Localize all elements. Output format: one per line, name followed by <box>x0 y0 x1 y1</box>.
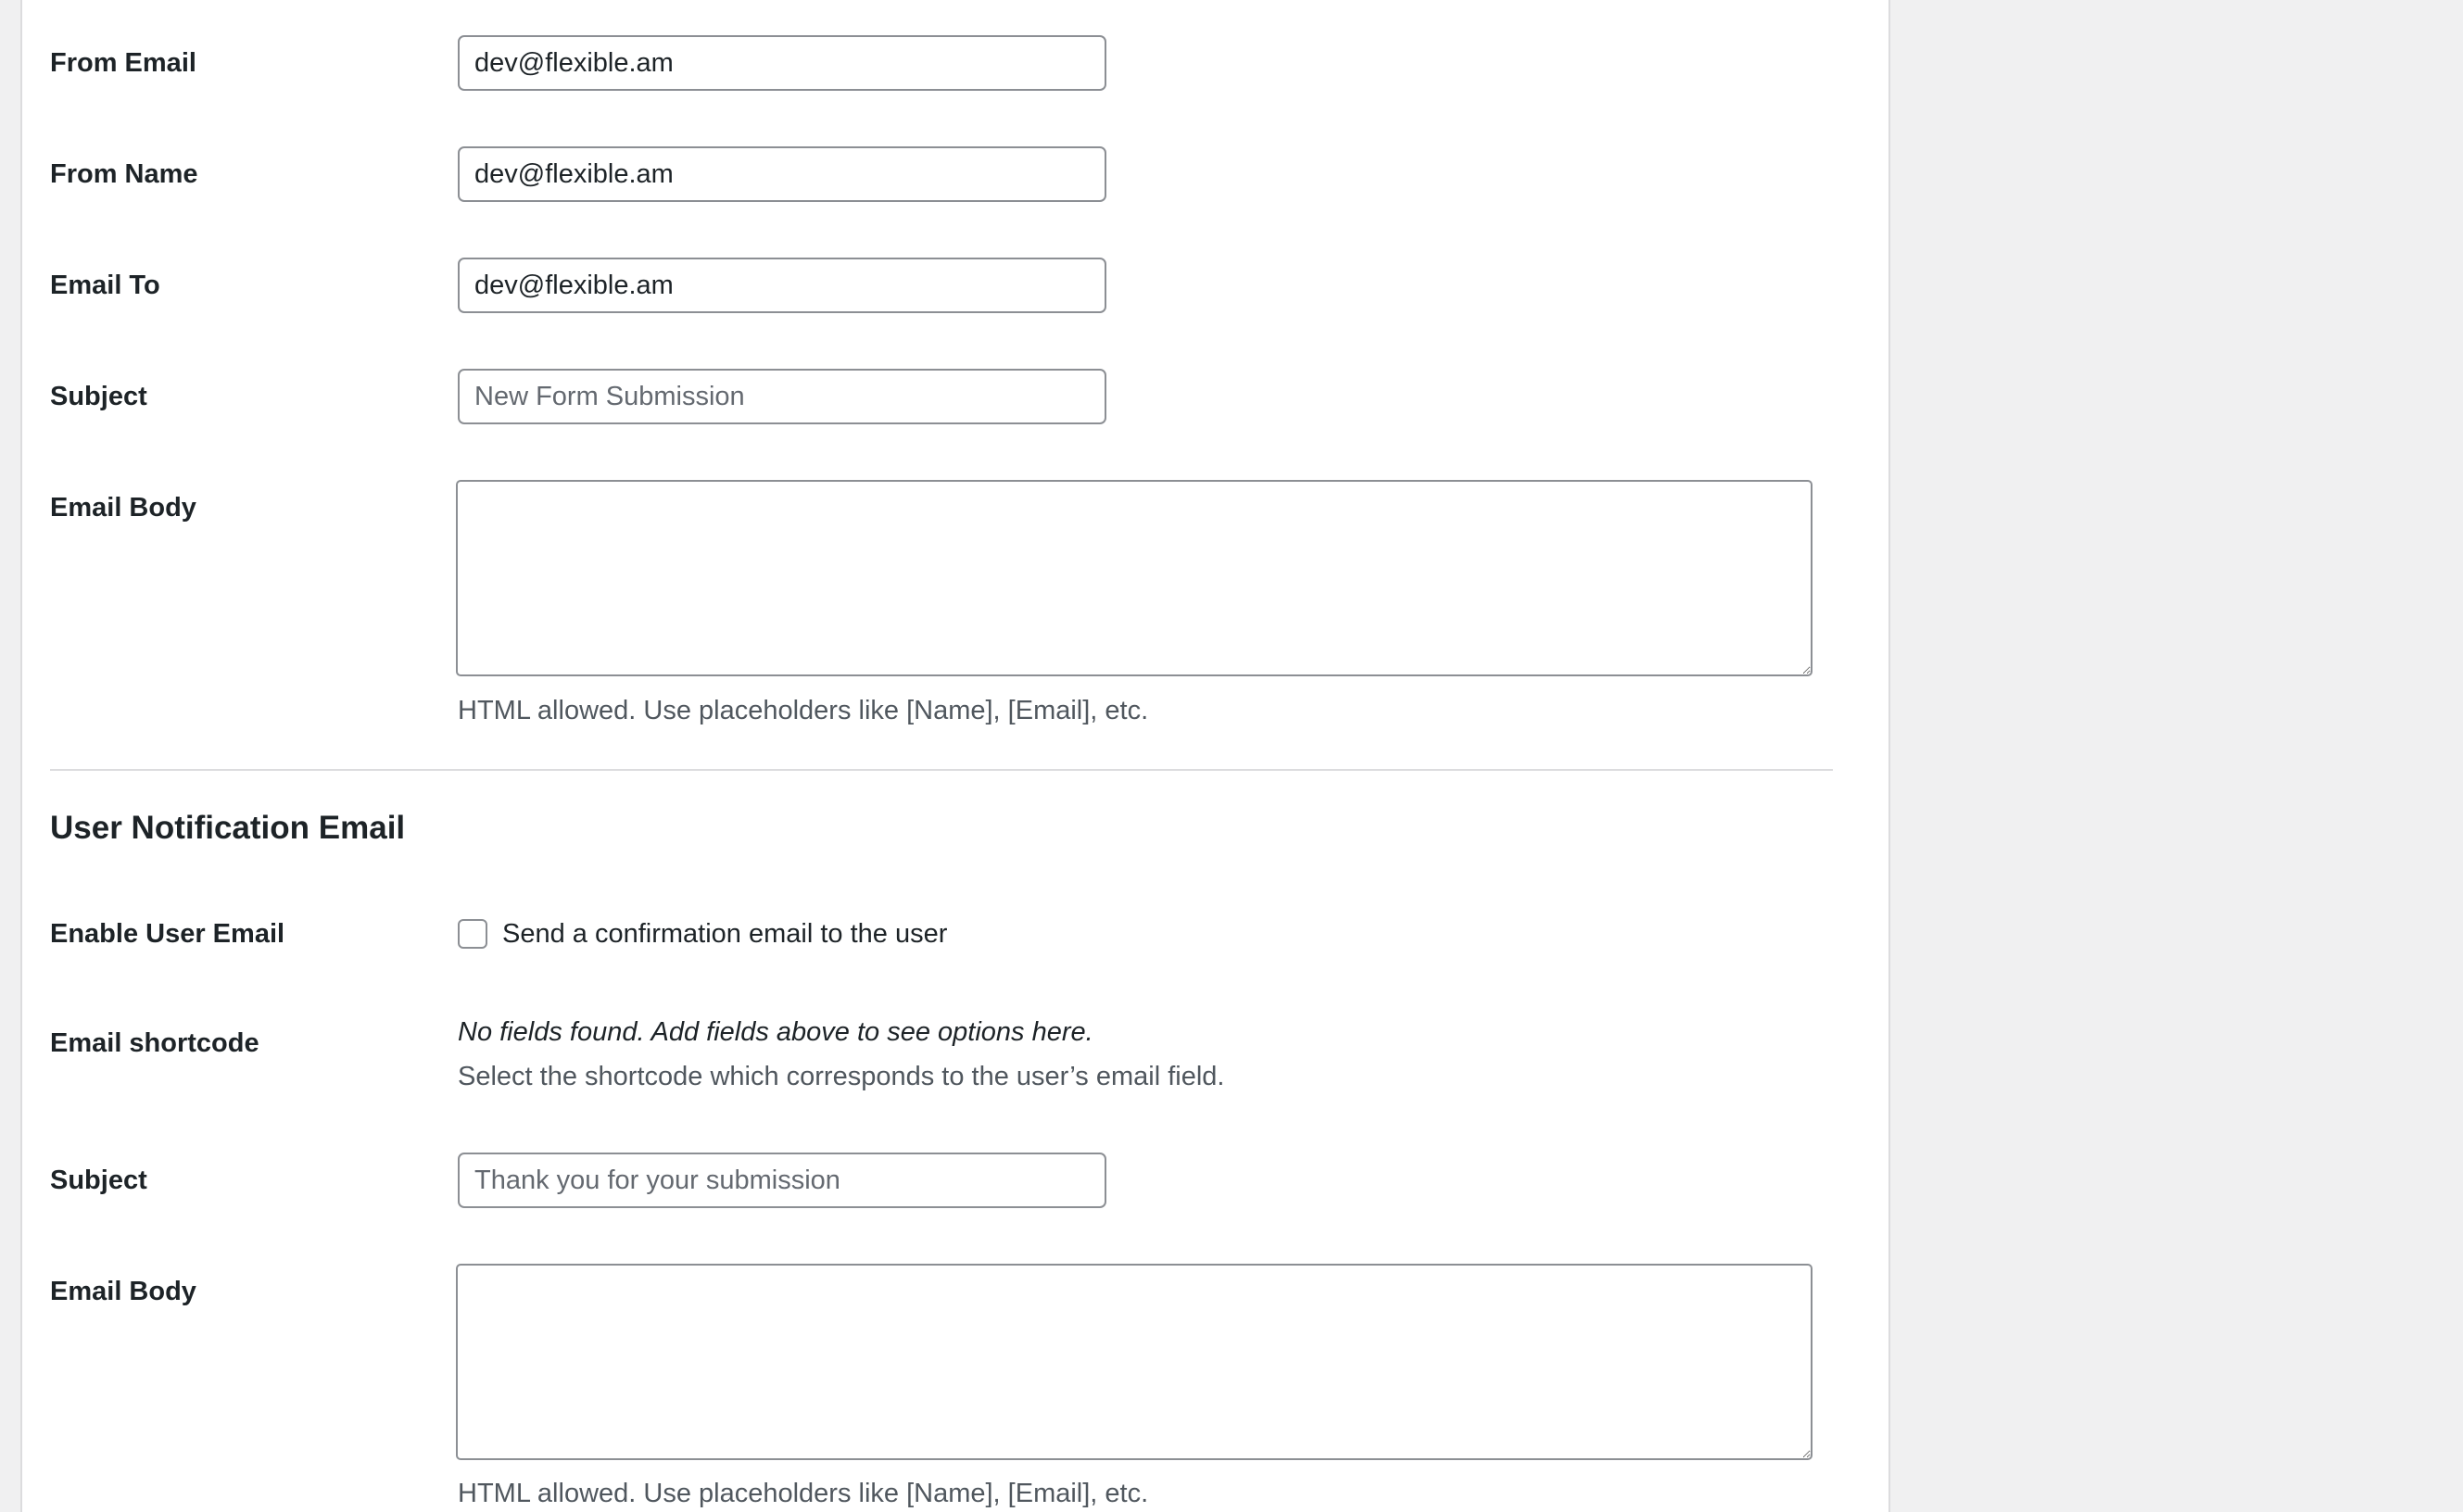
from-email-label: From Email <box>50 48 196 78</box>
from-name-input[interactable] <box>458 146 1106 202</box>
admin-subject-label: Subject <box>50 382 147 411</box>
user-email-body-hint: HTML allowed. Use placeholders like [Name], [Email], etc. <box>458 1479 1149 1508</box>
admin-email-body-textarea[interactable] <box>456 480 1813 676</box>
email-to-input[interactable] <box>458 258 1106 313</box>
enable-user-email-label: Enable User Email <box>50 919 285 949</box>
settings-panel <box>20 0 1890 1512</box>
enable-user-email-checkbox[interactable] <box>458 919 487 949</box>
admin-subject-input[interactable] <box>458 369 1106 424</box>
user-email-body-label: Email Body <box>50 1277 196 1306</box>
email-to-label: Email To <box>50 271 160 300</box>
from-email-input[interactable] <box>458 35 1106 91</box>
admin-email-body-hint: HTML allowed. Use placeholders like [Name], [Email], etc. <box>458 696 1149 725</box>
admin-email-body-label: Email Body <box>50 493 196 523</box>
email-shortcode-label: Email shortcode <box>50 1028 259 1058</box>
shortcode-empty-note: No fields found. Add fields above to see options here. <box>458 1017 1093 1047</box>
user-subject-label: Subject <box>50 1166 147 1195</box>
user-subject-input[interactable] <box>458 1153 1106 1208</box>
section-divider <box>50 769 1833 771</box>
user-email-body-textarea[interactable] <box>456 1264 1813 1460</box>
user-notification-section-title: User Notification Email <box>50 810 406 846</box>
from-name-label: From Name <box>50 159 198 189</box>
enable-user-email-checkbox-label[interactable]: Send a confirmation email to the user <box>502 919 948 949</box>
shortcode-hint: Select the shortcode which corresponds to the user’s email field. <box>458 1062 1225 1091</box>
